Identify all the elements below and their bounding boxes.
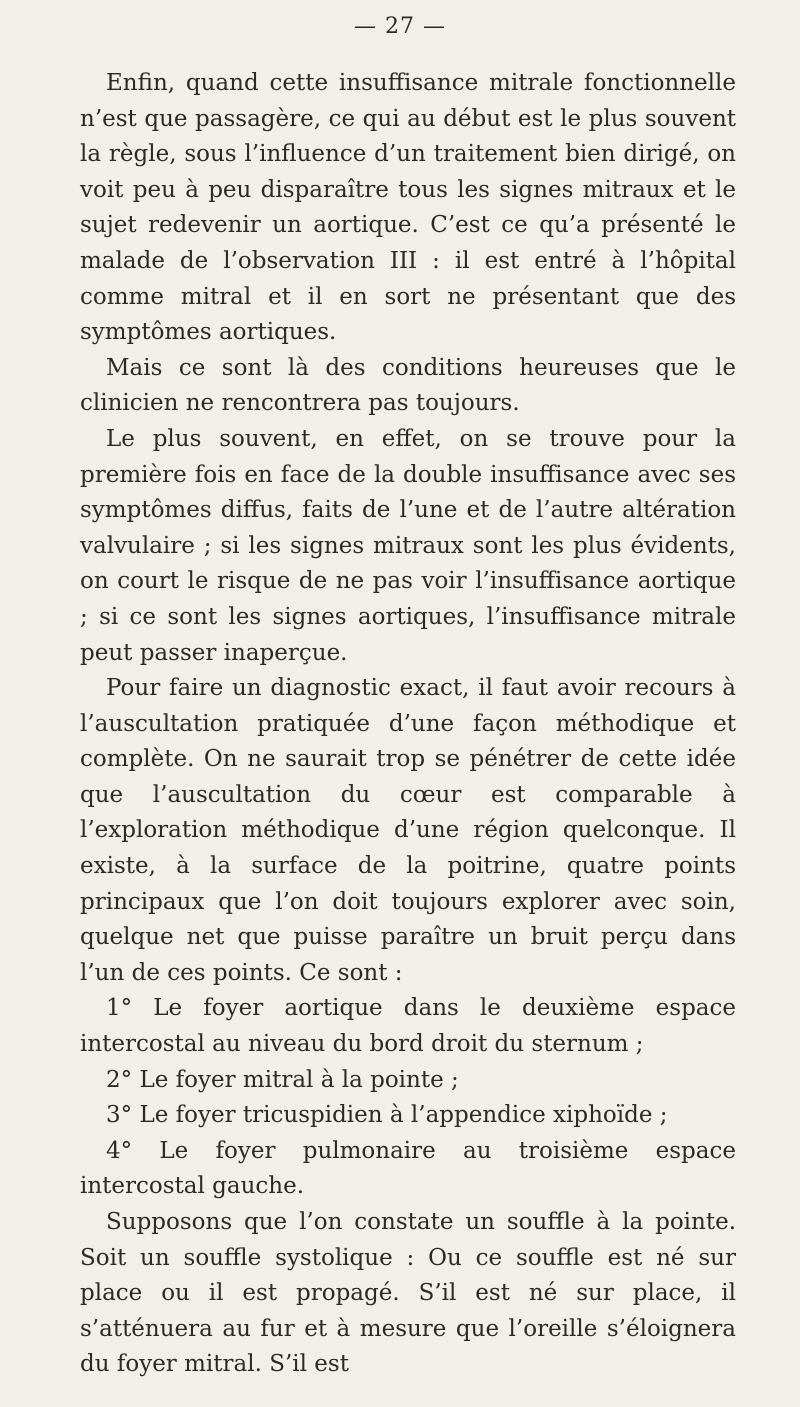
list-item-3: 3° Le foyer tricuspidien à l’appendice xiphoïde ; (106, 1102, 668, 1129)
body-text (80, 66, 736, 1383)
list-item-2: 2° Le foyer mitral à la pointe ; (106, 1066, 459, 1093)
paragraph-5: Supposons que l’on constate un souffle à la pointe. Soit un souffle systolique : Ou ce souffle est né sur place ou il est propagé. S’il est né sur place, il s’atténuera au fur et à mesure que l’oreille s’éloignera du foyer mitral. S’il est (80, 1209, 736, 1378)
list-item-4: 4° Le foyer pulmonaire au troisième espace intercostal gauche. (80, 1137, 736, 1200)
paragraph-3: Le plus souvent, en effet, on se trouve pour la première fois en face de la double insuffisance avec ses symptômes diffus, faits de l’une et de l’autre altération valvulaire ; si les signes mitraux sont les plus évidents, on court le risque de ne pas voir l’insuffisance aortique ; si ce sont les signes aortiques, l’insuffisance mitrale peut passer inaperçue. (80, 425, 736, 666)
paragraph-2: Mais ce sont là des conditions heureuses que le clinicien ne rencontrera pas toujours. (80, 354, 736, 417)
list-item-1: 1° Le foyer aortique dans le deuxième espace intercostal au niveau du bord droit du sternum ; (80, 995, 736, 1058)
paragraph-1: Enfin, quand cette insuffisance mitrale fonctionnelle n’est que passagère, ce qui au début est le plus souvent la règle, sous l’influence d’un traitement bien dirigé, on voit peu à peu disparaître tous les signes mitraux et le sujet redevenir un aortique. C’est ce qu’a présenté le malade de l’observation III : il est entré à l’hôpital comme mitral et il en sort ne présentant que des symptômes aortiques. (80, 70, 736, 346)
paragraph-4: Pour faire un diagnostic exact, il faut avoir recours à l’auscultation pratiquée d’une façon méthodique et complète. On ne saurait trop se pénétrer de cette idée que l’auscultation du cœur est comparable à l’exploration méthodique d’une région quelconque. Il existe, à la surface de la poitrine, quatre points principaux que l’on doit toujours explorer avec soin, quelque net que puisse paraître un bruit perçu dans l’un de ces points. Ce sont : (80, 675, 736, 986)
page-number: — 27 — (354, 14, 446, 39)
